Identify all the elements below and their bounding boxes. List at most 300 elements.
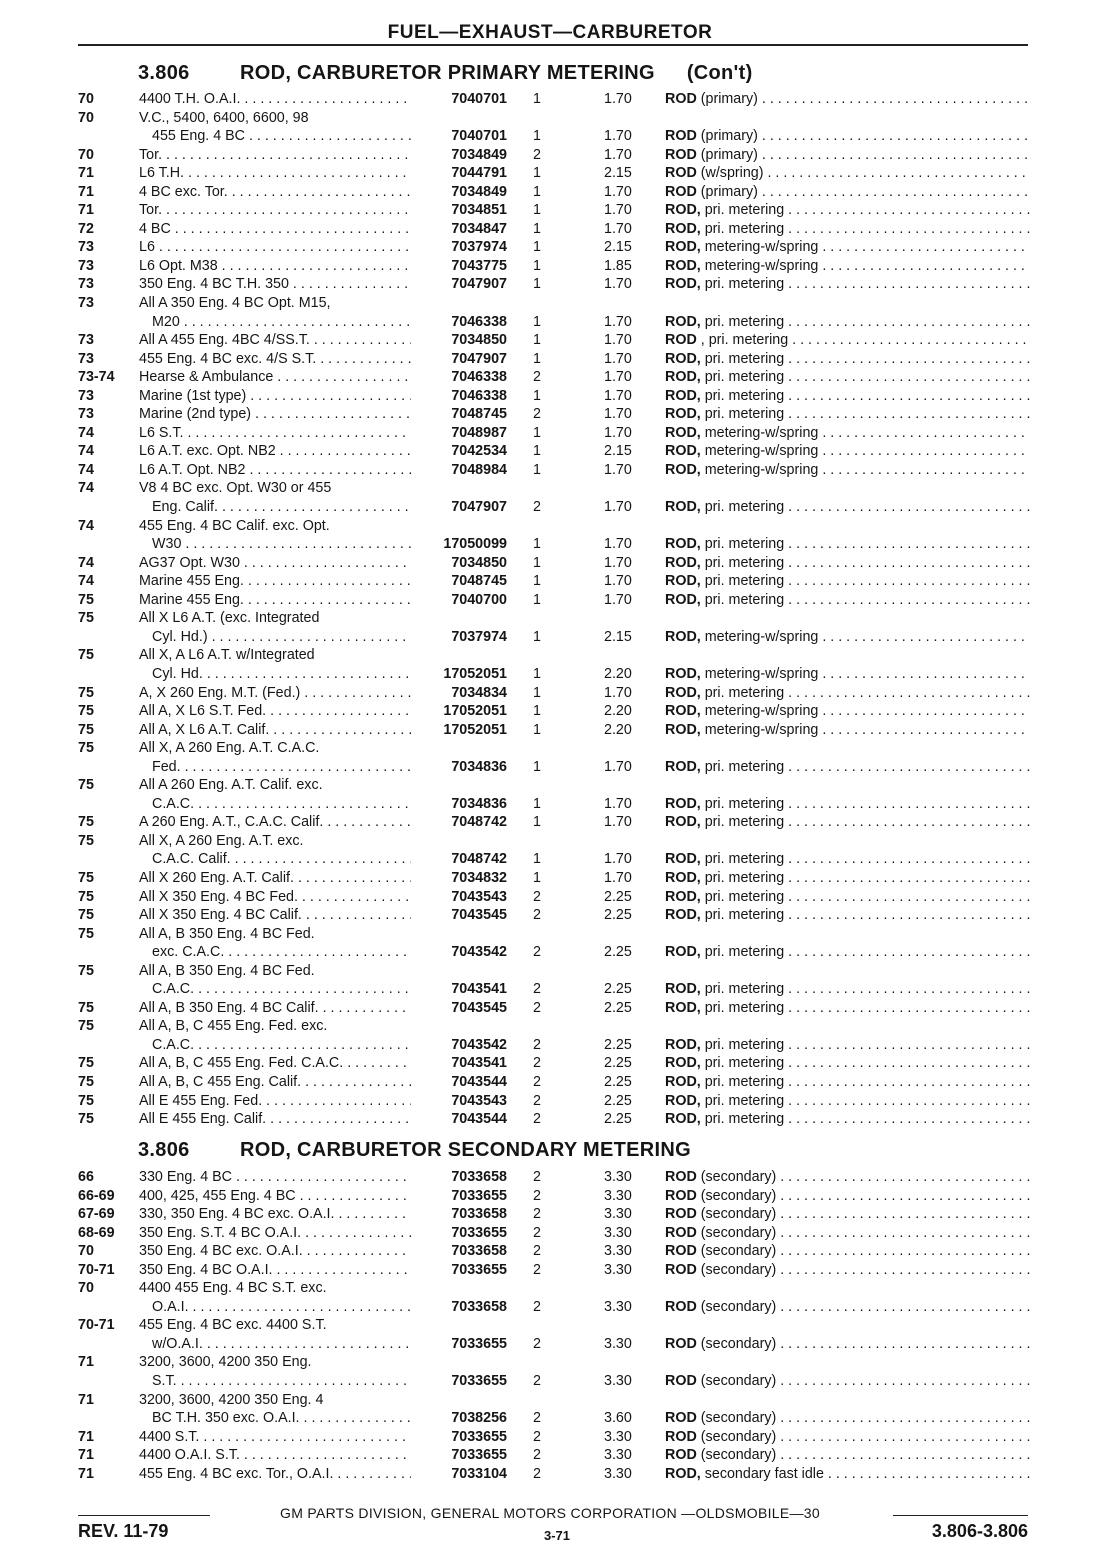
part-name-keyword: ROD — [665, 91, 697, 107]
part-name-detail: (secondary) — [696, 1410, 777, 1427]
list-price: 2.25 — [604, 1055, 632, 1072]
table-row — [0, 1242, 1100, 1261]
application-description: All A, X L6 S.T. Fed. . . . — [139, 702, 411, 721]
revision-date: REV. 11-79 — [78, 1521, 169, 1541]
part-name — [665, 1409, 1030, 1428]
quantity: 2 — [533, 499, 541, 516]
model-year: 73 — [78, 332, 94, 349]
part-name-detail: pri. metering — [700, 758, 785, 775]
table-row — [0, 943, 1100, 962]
part-number: 7034851 — [451, 202, 507, 219]
part-name-keyword: ROD, — [665, 795, 701, 812]
part-name — [665, 684, 1030, 703]
section-number: 3.806 — [138, 62, 190, 84]
table-row — [0, 1391, 1100, 1410]
part-name — [665, 164, 1030, 183]
list-price: 3.30 — [604, 1373, 632, 1390]
application-description: 350 Eng. 4 BC O.A.I. . . . — [139, 1261, 411, 1280]
list-price: 3.30 — [604, 1465, 632, 1482]
application-description: A 260 Eng. A.T., C.A.C. Calif. . . . — [139, 813, 411, 832]
part-name — [665, 999, 1030, 1018]
quantity: 2 — [533, 1261, 541, 1278]
model-year: 71 — [78, 202, 94, 219]
quantity: 1 — [533, 313, 541, 330]
application-description: L6 A.T. Opt. NB2 . . . — [139, 461, 411, 480]
part-name-keyword: ROD, — [665, 944, 701, 961]
table-row — [0, 869, 1100, 888]
model-year: 75 — [78, 814, 94, 831]
application-description: V8 4 BC exc. Opt. W30 or 455 — [139, 480, 332, 497]
list-price: 3.30 — [604, 1298, 632, 1315]
part-name-keyword: ROD, — [665, 758, 701, 775]
list-price: 1.70 — [604, 869, 632, 886]
part-name-keyword: ROD — [665, 1410, 697, 1427]
part-name-keyword: ROD — [665, 1187, 697, 1204]
part-name-keyword: ROD, — [665, 1036, 701, 1053]
part-number: 7034832 — [451, 869, 507, 886]
part-name-keyword: ROD, — [665, 202, 701, 219]
table-row — [0, 925, 1100, 944]
application-description: L6 S.T. . . . — [139, 424, 411, 443]
model-year: 75 — [78, 703, 94, 720]
part-name-detail: pri. metering — [700, 1111, 785, 1128]
part-name — [665, 368, 1030, 387]
part-number: 7040701 — [451, 91, 507, 107]
table-row — [0, 721, 1100, 740]
part-name-detail: pri. metering — [700, 795, 785, 812]
quantity: 2 — [533, 1447, 541, 1464]
table-row — [0, 591, 1100, 610]
part-name — [665, 702, 1030, 721]
part-number: 7046338 — [451, 369, 507, 386]
part-name-detail: pri. metering — [700, 369, 785, 386]
model-year: 75 — [78, 610, 94, 627]
quantity: 1 — [533, 350, 541, 367]
part-name-keyword: ROD — [665, 1261, 697, 1278]
table-row — [0, 405, 1100, 424]
part-name-detail: pri. metering — [700, 554, 785, 571]
list-price: 1.70 — [604, 350, 632, 367]
part-number: 7043544 — [451, 1111, 507, 1128]
list-price: 1.70 — [604, 128, 632, 145]
part-name-keyword: ROD — [665, 332, 697, 349]
quantity: 1 — [533, 758, 541, 775]
section-number: 3.806 — [138, 1139, 190, 1161]
part-name-keyword: ROD, — [665, 424, 701, 441]
model-year: 71 — [78, 183, 94, 200]
quantity: 1 — [533, 665, 541, 682]
part-name-keyword: ROD, — [665, 591, 701, 608]
quantity: 2 — [533, 1111, 541, 1128]
part-name-detail: metering-w/spring — [700, 424, 819, 441]
list-price: 1.70 — [604, 499, 632, 516]
application-description: 4 BC . . . — [139, 220, 411, 239]
part-name-detail: (secondary) — [696, 1187, 777, 1204]
part-number: 7033655 — [451, 1261, 507, 1278]
table-row — [0, 146, 1100, 165]
quantity: 2 — [533, 369, 541, 386]
part-name — [665, 1073, 1030, 1092]
model-year: 68-69 — [78, 1224, 115, 1241]
part-name-detail: pri. metering — [700, 591, 785, 608]
application-description: AG37 Opt. W30 . . . — [139, 554, 411, 573]
quantity: 2 — [533, 146, 541, 163]
part-name-keyword: ROD — [665, 1428, 697, 1445]
part-name-detail: pri. metering — [700, 573, 785, 590]
table-row — [0, 238, 1100, 257]
model-year: 72 — [78, 220, 94, 237]
model-year: 71 — [78, 1465, 94, 1482]
part-number: 7043775 — [451, 257, 507, 274]
quantity: 2 — [533, 907, 541, 924]
table-row — [0, 257, 1100, 276]
part-name-keyword: ROD, — [665, 350, 701, 367]
quantity: 1 — [533, 220, 541, 237]
part-name-keyword: ROD, — [665, 703, 701, 720]
quantity: 2 — [533, 1092, 541, 1109]
quantity: 2 — [533, 1073, 541, 1090]
model-year: 67-69 — [78, 1206, 115, 1223]
part-name-keyword: ROD, — [665, 981, 701, 998]
model-year: 74 — [78, 480, 94, 497]
application-description: C.A.C. . . . — [152, 980, 411, 999]
quantity: 2 — [533, 406, 541, 423]
part-name — [665, 535, 1030, 554]
model-year: 75 — [78, 888, 94, 905]
table-row — [0, 1279, 1100, 1298]
quantity: 1 — [533, 183, 541, 200]
list-price: 2.15 — [604, 443, 632, 460]
list-price: 1.70 — [604, 146, 632, 163]
quantity: 1 — [533, 257, 541, 274]
application-description: A, X 260 Eng. M.T. (Fed.) . . . — [139, 684, 411, 703]
table-row — [0, 461, 1100, 480]
part-name-detail: pri. metering — [700, 684, 785, 701]
part-name-detail: pri. metering — [700, 851, 785, 868]
model-year: 75 — [78, 721, 94, 738]
model-year: 73 — [78, 239, 94, 256]
part-name — [665, 1465, 1030, 1484]
table-row — [0, 1409, 1100, 1428]
part-number: 7034834 — [451, 684, 507, 701]
model-year: 70 — [78, 146, 94, 163]
part-name-detail: (primary) — [696, 91, 758, 107]
part-number: 7037974 — [451, 239, 507, 256]
part-name — [665, 813, 1030, 832]
part-number: 7043543 — [451, 1092, 507, 1109]
table-row — [0, 962, 1100, 981]
list-price: 3.30 — [604, 1187, 632, 1204]
part-name — [665, 1092, 1030, 1111]
part-number: 7048742 — [451, 851, 507, 868]
application-description: W30 . . . — [152, 535, 411, 554]
table-row — [0, 1073, 1100, 1092]
part-name-detail: metering-w/spring — [700, 257, 819, 274]
part-name — [665, 350, 1030, 369]
table-row — [0, 1298, 1100, 1317]
part-number: 7033655 — [451, 1224, 507, 1241]
part-name-detail: (secondary) — [696, 1243, 777, 1260]
section-heading: ROD, CARBURETOR PRIMARY METERING — [240, 62, 655, 84]
table-row — [0, 1017, 1100, 1036]
part-number: 7043543 — [451, 888, 507, 905]
part-name-keyword: ROD — [665, 1243, 697, 1260]
application-description: 4400 455 Eng. 4 BC S.T. exc. — [139, 1280, 327, 1297]
table-row — [0, 1205, 1100, 1224]
quantity: 1 — [533, 165, 541, 182]
quantity: 1 — [533, 202, 541, 219]
list-price: 1.70 — [604, 406, 632, 423]
table-row — [0, 665, 1100, 684]
quantity: 2 — [533, 1428, 541, 1445]
application-description: All A 455 Eng. 4BC 4/SS.T. . . . — [139, 331, 411, 350]
model-year: 73 — [78, 387, 94, 404]
part-name-detail: metering-w/spring — [700, 239, 819, 256]
application-description: All X L6 A.T. (exc. Integrated — [139, 610, 320, 627]
list-price: 1.70 — [604, 424, 632, 441]
part-name-detail: pri. metering — [700, 350, 785, 367]
application-description: Hearse & Ambulance . . . — [139, 368, 411, 387]
section-title-secondary — [138, 1139, 691, 1162]
part-name-keyword: ROD — [665, 1224, 697, 1241]
application-description: All A, B 350 Eng. 4 BC Fed. — [139, 925, 315, 942]
part-name-detail: (secondary) — [696, 1428, 777, 1445]
part-number: 7040701 — [451, 128, 507, 145]
quantity: 1 — [533, 703, 541, 720]
part-number: 7043545 — [451, 999, 507, 1016]
list-price: 2.25 — [604, 1036, 632, 1053]
part-name-keyword: ROD, — [665, 220, 701, 237]
list-price: 3.30 — [604, 1447, 632, 1464]
list-price: 3.30 — [604, 1169, 632, 1185]
table-row — [0, 646, 1100, 665]
part-name — [665, 313, 1030, 332]
part-number: 7048745 — [451, 573, 507, 590]
table-row — [0, 535, 1100, 554]
application-description: 455 Eng. 4 BC exc. 4400 S.T. — [139, 1317, 327, 1334]
part-name-keyword: ROD, — [665, 257, 701, 274]
application-description: Cyl. Hd. . . . — [152, 665, 411, 684]
application-description: C.A.C. . . . — [152, 795, 411, 814]
application-description: Fed. . . . — [152, 758, 411, 777]
list-price: 1.85 — [604, 257, 632, 274]
model-year: 73 — [78, 295, 94, 312]
part-number: 7038256 — [451, 1410, 507, 1427]
part-number: 17052051 — [443, 721, 507, 738]
model-year: 75 — [78, 740, 94, 757]
list-price: 1.70 — [604, 684, 632, 701]
model-year: 73 — [78, 350, 94, 367]
table-row — [0, 1092, 1100, 1111]
quantity: 1 — [533, 128, 541, 145]
quantity: 2 — [533, 1187, 541, 1204]
list-price: 2.25 — [604, 981, 632, 998]
model-year: 75 — [78, 907, 94, 924]
part-name-detail: metering-w/spring — [700, 703, 819, 720]
part-name — [665, 387, 1030, 406]
quantity: 1 — [533, 573, 541, 590]
part-name — [665, 1110, 1030, 1129]
section-title-primary — [138, 62, 753, 85]
quantity: 2 — [533, 981, 541, 998]
list-price: 3.30 — [604, 1261, 632, 1278]
part-name-detail: pri. metering — [700, 202, 785, 219]
table-row — [0, 758, 1100, 777]
part-name-detail: metering-w/spring — [700, 665, 819, 682]
model-year: 71 — [78, 1447, 94, 1464]
part-name — [665, 1054, 1030, 1073]
part-name-detail: pri. metering — [700, 220, 785, 237]
table-row — [0, 1110, 1100, 1129]
part-name — [665, 183, 1030, 202]
part-name — [665, 90, 1030, 109]
table-row — [0, 1054, 1100, 1073]
part-name — [665, 220, 1030, 239]
part-name-keyword: ROD, — [665, 999, 701, 1016]
quantity: 1 — [533, 424, 541, 441]
part-name-detail: (secondary) — [696, 1224, 777, 1241]
application-description: 330, 350 Eng. 4 BC exc. O.A.I. . . . — [139, 1205, 411, 1224]
quantity: 1 — [533, 276, 541, 293]
part-name — [665, 1428, 1030, 1447]
part-name-detail: (secondary) — [696, 1261, 777, 1278]
part-number: 7043545 — [451, 907, 507, 924]
table-row — [0, 387, 1100, 406]
part-name — [665, 498, 1030, 517]
part-number: 7043541 — [451, 981, 507, 998]
part-name-detail: (primary) — [696, 128, 758, 145]
part-name-keyword: ROD — [665, 128, 697, 145]
part-name-detail: pri. metering — [700, 536, 785, 553]
part-name-detail: pri. metering — [700, 1055, 785, 1072]
application-description: All E 455 Eng. Calif. . . . — [139, 1110, 411, 1129]
part-number: 7048745 — [451, 406, 507, 423]
part-name-detail: pri. metering — [700, 814, 785, 831]
quantity: 1 — [533, 814, 541, 831]
part-name — [665, 554, 1030, 573]
part-name-detail: pri. metering — [700, 907, 785, 924]
part-name — [665, 758, 1030, 777]
part-name — [665, 424, 1030, 443]
part-number: 7034850 — [451, 332, 507, 349]
part-name-keyword: ROD — [665, 1373, 697, 1390]
part-name — [665, 906, 1030, 925]
part-number: 7047907 — [451, 350, 507, 367]
part-name-detail: pri. metering — [700, 1073, 785, 1090]
table-row — [0, 424, 1100, 443]
model-year: 75 — [78, 647, 94, 664]
table-row — [0, 1428, 1100, 1447]
list-price: 1.70 — [604, 461, 632, 478]
application-description: All A 350 Eng. 4 BC Opt. M15, — [139, 295, 331, 312]
part-number: 7043541 — [451, 1055, 507, 1072]
part-name — [665, 1446, 1030, 1465]
model-year: 71 — [78, 1354, 94, 1371]
part-name — [665, 572, 1030, 591]
table-row — [0, 906, 1100, 925]
table-row — [0, 572, 1100, 591]
part-number: 7034836 — [451, 758, 507, 775]
list-price: 1.70 — [604, 573, 632, 590]
quantity: 2 — [533, 1036, 541, 1053]
application-description: 3200, 3600, 4200 350 Eng. 4 — [139, 1391, 324, 1408]
table-row — [0, 1465, 1100, 1484]
section-range: 3.806-3.806 — [931, 1521, 1028, 1541]
quantity: 1 — [533, 591, 541, 608]
application-description: 350 Eng. 4 BC exc. O.A.I. . . . — [139, 1242, 411, 1261]
header-rule — [78, 44, 1028, 46]
part-number: 7037974 — [451, 628, 507, 645]
part-number: 7033658 — [451, 1206, 507, 1223]
application-description: Marine 455 Eng. . . . — [139, 572, 411, 591]
part-name-detail: pri. metering — [700, 981, 785, 998]
table-row — [0, 1446, 1100, 1465]
part-name — [665, 888, 1030, 907]
part-name — [665, 1036, 1030, 1055]
model-year: 75 — [78, 832, 94, 849]
table-row — [0, 1353, 1100, 1372]
quantity: 2 — [533, 1169, 541, 1185]
part-name — [665, 850, 1030, 869]
part-name-keyword: ROD, — [665, 851, 701, 868]
list-price: 1.70 — [604, 814, 632, 831]
part-number: 7046338 — [451, 313, 507, 330]
part-name-detail: (primary) — [696, 146, 758, 163]
list-price: 1.70 — [604, 202, 632, 219]
part-name — [665, 943, 1030, 962]
part-name-keyword: ROD, — [665, 1055, 701, 1072]
table-row — [0, 832, 1100, 851]
part-name — [665, 628, 1030, 647]
application-description: Marine (2nd type) . . . — [139, 405, 411, 424]
quantity: 1 — [533, 91, 541, 107]
quantity: 1 — [533, 239, 541, 256]
page-number: 3-71 — [544, 1528, 571, 1543]
list-price: 2.25 — [604, 999, 632, 1016]
part-number: 7044791 — [451, 165, 507, 182]
footer-publisher: GM PARTS DIVISION, GENERAL MOTORS CORPORATION —OLDSMOBILE—30 — [280, 1505, 820, 1521]
part-name — [665, 1205, 1030, 1224]
model-year: 74 — [78, 517, 94, 534]
application-description: 4400 O.A.I. S.T. . . . — [139, 1446, 411, 1465]
table-row — [0, 1261, 1100, 1280]
application-description: exc. C.A.C. . . . — [152, 943, 411, 962]
part-number: 7043542 — [451, 1036, 507, 1053]
part-number: 7043544 — [451, 1073, 507, 1090]
part-name-keyword: ROD, — [665, 907, 701, 924]
application-description: 4400 T.H. O.A.I. . . . — [139, 90, 411, 109]
part-name-detail: pri. metering — [700, 869, 785, 886]
part-name — [665, 665, 1030, 684]
table-row — [0, 164, 1100, 183]
part-name — [665, 1242, 1030, 1261]
part-number: 7033104 — [451, 1465, 507, 1482]
part-name-keyword: ROD — [665, 1169, 697, 1185]
part-name — [665, 442, 1030, 461]
part-number: 7046338 — [451, 387, 507, 404]
table-row — [0, 183, 1100, 202]
application-description: Marine 455 Eng. . . . — [139, 591, 411, 610]
model-year: 75 — [78, 1073, 94, 1090]
part-name-detail: (secondary) — [696, 1206, 777, 1223]
part-name-keyword: ROD, — [665, 684, 701, 701]
part-name-detail: pri. metering — [700, 888, 785, 905]
quantity: 2 — [533, 1055, 541, 1072]
list-price: 2.15 — [604, 239, 632, 256]
table-row — [0, 1187, 1100, 1206]
quantity: 2 — [533, 888, 541, 905]
table-row — [0, 850, 1100, 869]
